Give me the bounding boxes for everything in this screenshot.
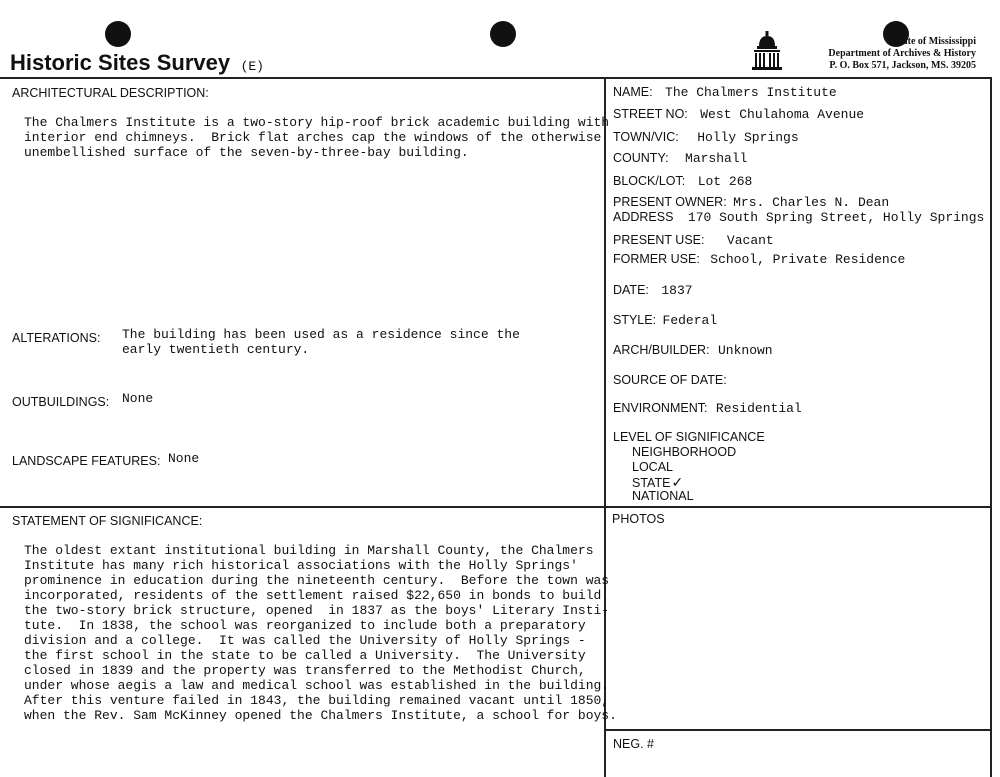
style-label: STYLE: bbox=[613, 313, 657, 327]
source-of-date-row bbox=[613, 371, 727, 389]
negative-number-label: NEG. # bbox=[613, 737, 654, 751]
environment-value: Residential bbox=[715, 401, 802, 416]
outbuildings-text: None bbox=[122, 391, 154, 406]
street-row bbox=[613, 105, 864, 123]
level-neighborhood: NEIGHBORHOOD bbox=[632, 445, 737, 459]
town-value: Holly Springs bbox=[697, 130, 799, 145]
present-use-label: PRESENT USE: bbox=[613, 233, 705, 247]
county-label: COUNTY: bbox=[613, 151, 669, 165]
photos-rule bbox=[604, 729, 992, 731]
block-lot-row bbox=[613, 172, 752, 190]
block-lot-label: BLOCK/LOT: bbox=[613, 174, 686, 188]
punch-hole-left bbox=[105, 21, 131, 47]
right-border bbox=[990, 77, 992, 777]
owner-value: Mrs. Charles N. Dean bbox=[733, 195, 890, 210]
statement-of-significance-label: STATEMENT OF SIGNIFICANCE: bbox=[12, 514, 203, 528]
agency-po-box: P. O. Box 571, Jackson, MS. 39205 bbox=[829, 60, 976, 71]
alterations-label: ALTERATIONS: bbox=[12, 331, 101, 345]
level-state: STATE bbox=[632, 476, 671, 490]
builder-row bbox=[613, 341, 773, 359]
environment-label: ENVIRONMENT: bbox=[613, 401, 708, 415]
street-label: STREET NO: bbox=[613, 107, 688, 121]
style-value: Federal bbox=[662, 313, 718, 328]
significance-level-label: LEVEL OF SIGNIFICANCE bbox=[613, 430, 765, 444]
street-value: West Chulahoma Avenue bbox=[700, 107, 865, 122]
level-local: LOCAL bbox=[632, 460, 673, 474]
form-suffix: (E) bbox=[240, 59, 264, 74]
owner-label: PRESENT OWNER: bbox=[613, 195, 727, 209]
outbuildings-label: OUTBUILDINGS: bbox=[12, 395, 110, 409]
level-national: NATIONAL bbox=[632, 489, 694, 503]
architectural-description-label: ARCHITECTURAL DESCRIPTION: bbox=[12, 86, 209, 100]
county-row bbox=[613, 149, 747, 167]
top-rule bbox=[0, 77, 992, 79]
builder-label: ARCH/BUILDER: bbox=[613, 343, 710, 357]
former-use-row bbox=[613, 250, 905, 268]
block-lot-value: Lot 268 bbox=[697, 174, 753, 189]
alterations-text: The building has been used as a residence since the early twentieth century. bbox=[122, 327, 520, 357]
state-checkmark: ✓ bbox=[671, 474, 684, 490]
date-label: DATE: bbox=[613, 283, 649, 297]
date-value: 1837 bbox=[661, 283, 693, 298]
town-label: TOWN/VIC: bbox=[613, 130, 679, 144]
agency-state: State of Mississippi bbox=[893, 36, 976, 47]
punch-hole-center bbox=[490, 21, 516, 47]
former-use-value: School, Private Residence bbox=[710, 252, 906, 267]
county-value: Marshall bbox=[685, 151, 748, 166]
address-row bbox=[613, 208, 984, 226]
former-use-label: FORMER USE: bbox=[613, 252, 700, 266]
address-value: 170 South Spring Street, Holly Springs bbox=[687, 210, 985, 225]
landscape-features-label: LANDSCAPE FEATURES: bbox=[12, 454, 161, 468]
photos-label: PHOTOS bbox=[612, 512, 665, 526]
form-title: Historic Sites Survey bbox=[10, 50, 231, 75]
capitol-building-icon bbox=[751, 30, 783, 72]
name-label: NAME: bbox=[613, 85, 653, 99]
present-use-row bbox=[613, 231, 774, 249]
style-row bbox=[613, 311, 717, 329]
name-row bbox=[613, 83, 837, 101]
town-row bbox=[613, 128, 799, 146]
builder-value: Unknown bbox=[718, 343, 773, 358]
present-use-value: Vacant bbox=[726, 233, 774, 248]
agency-address bbox=[828, 36, 976, 72]
name-value: The Chalmers Institute bbox=[665, 85, 837, 100]
landscape-features-text: None bbox=[168, 451, 200, 466]
environment-row bbox=[613, 399, 802, 417]
middle-rule bbox=[0, 506, 992, 508]
statement-of-significance-text: The oldest extant institutional building in Marshall County, the Chalmers Institute has many rich historical associations with the Holly Springs' prominence in education during the nineteenth century. Before the town was incorporated, residents of the settlement raised $22,650 in bonds to build the two-story brick structure, opened in 1837 as the boys' Literary Insti- tute. In 1838, the school was reorganized to include both a preparatory division and a college. It was called the University of Holly Springs - the first school in the state to be called a University. The University closed in 1839 and the property was transferred to the Methodist Church, under whose aegis a law and medical school was established in the building. After this venture failed in 1843, the building remained vacant until 1850, when the Rev. Sam McKinney opened the Chalmers Institute, a school for boys. bbox=[24, 543, 617, 723]
address-label: ADDRESS bbox=[613, 210, 674, 224]
agency-department: Department of Archives & History bbox=[828, 48, 976, 59]
date-row bbox=[613, 281, 693, 299]
source-of-date-label: SOURCE OF DATE: bbox=[613, 373, 727, 387]
architectural-description-text: The Chalmers Institute is a two-story hip-roof brick academic building with interior end chimneys. Brick flat arches cap the windows of the otherwise unembellished surface of the seven-by-three-bay building. bbox=[24, 115, 610, 160]
form-header bbox=[10, 50, 264, 76]
